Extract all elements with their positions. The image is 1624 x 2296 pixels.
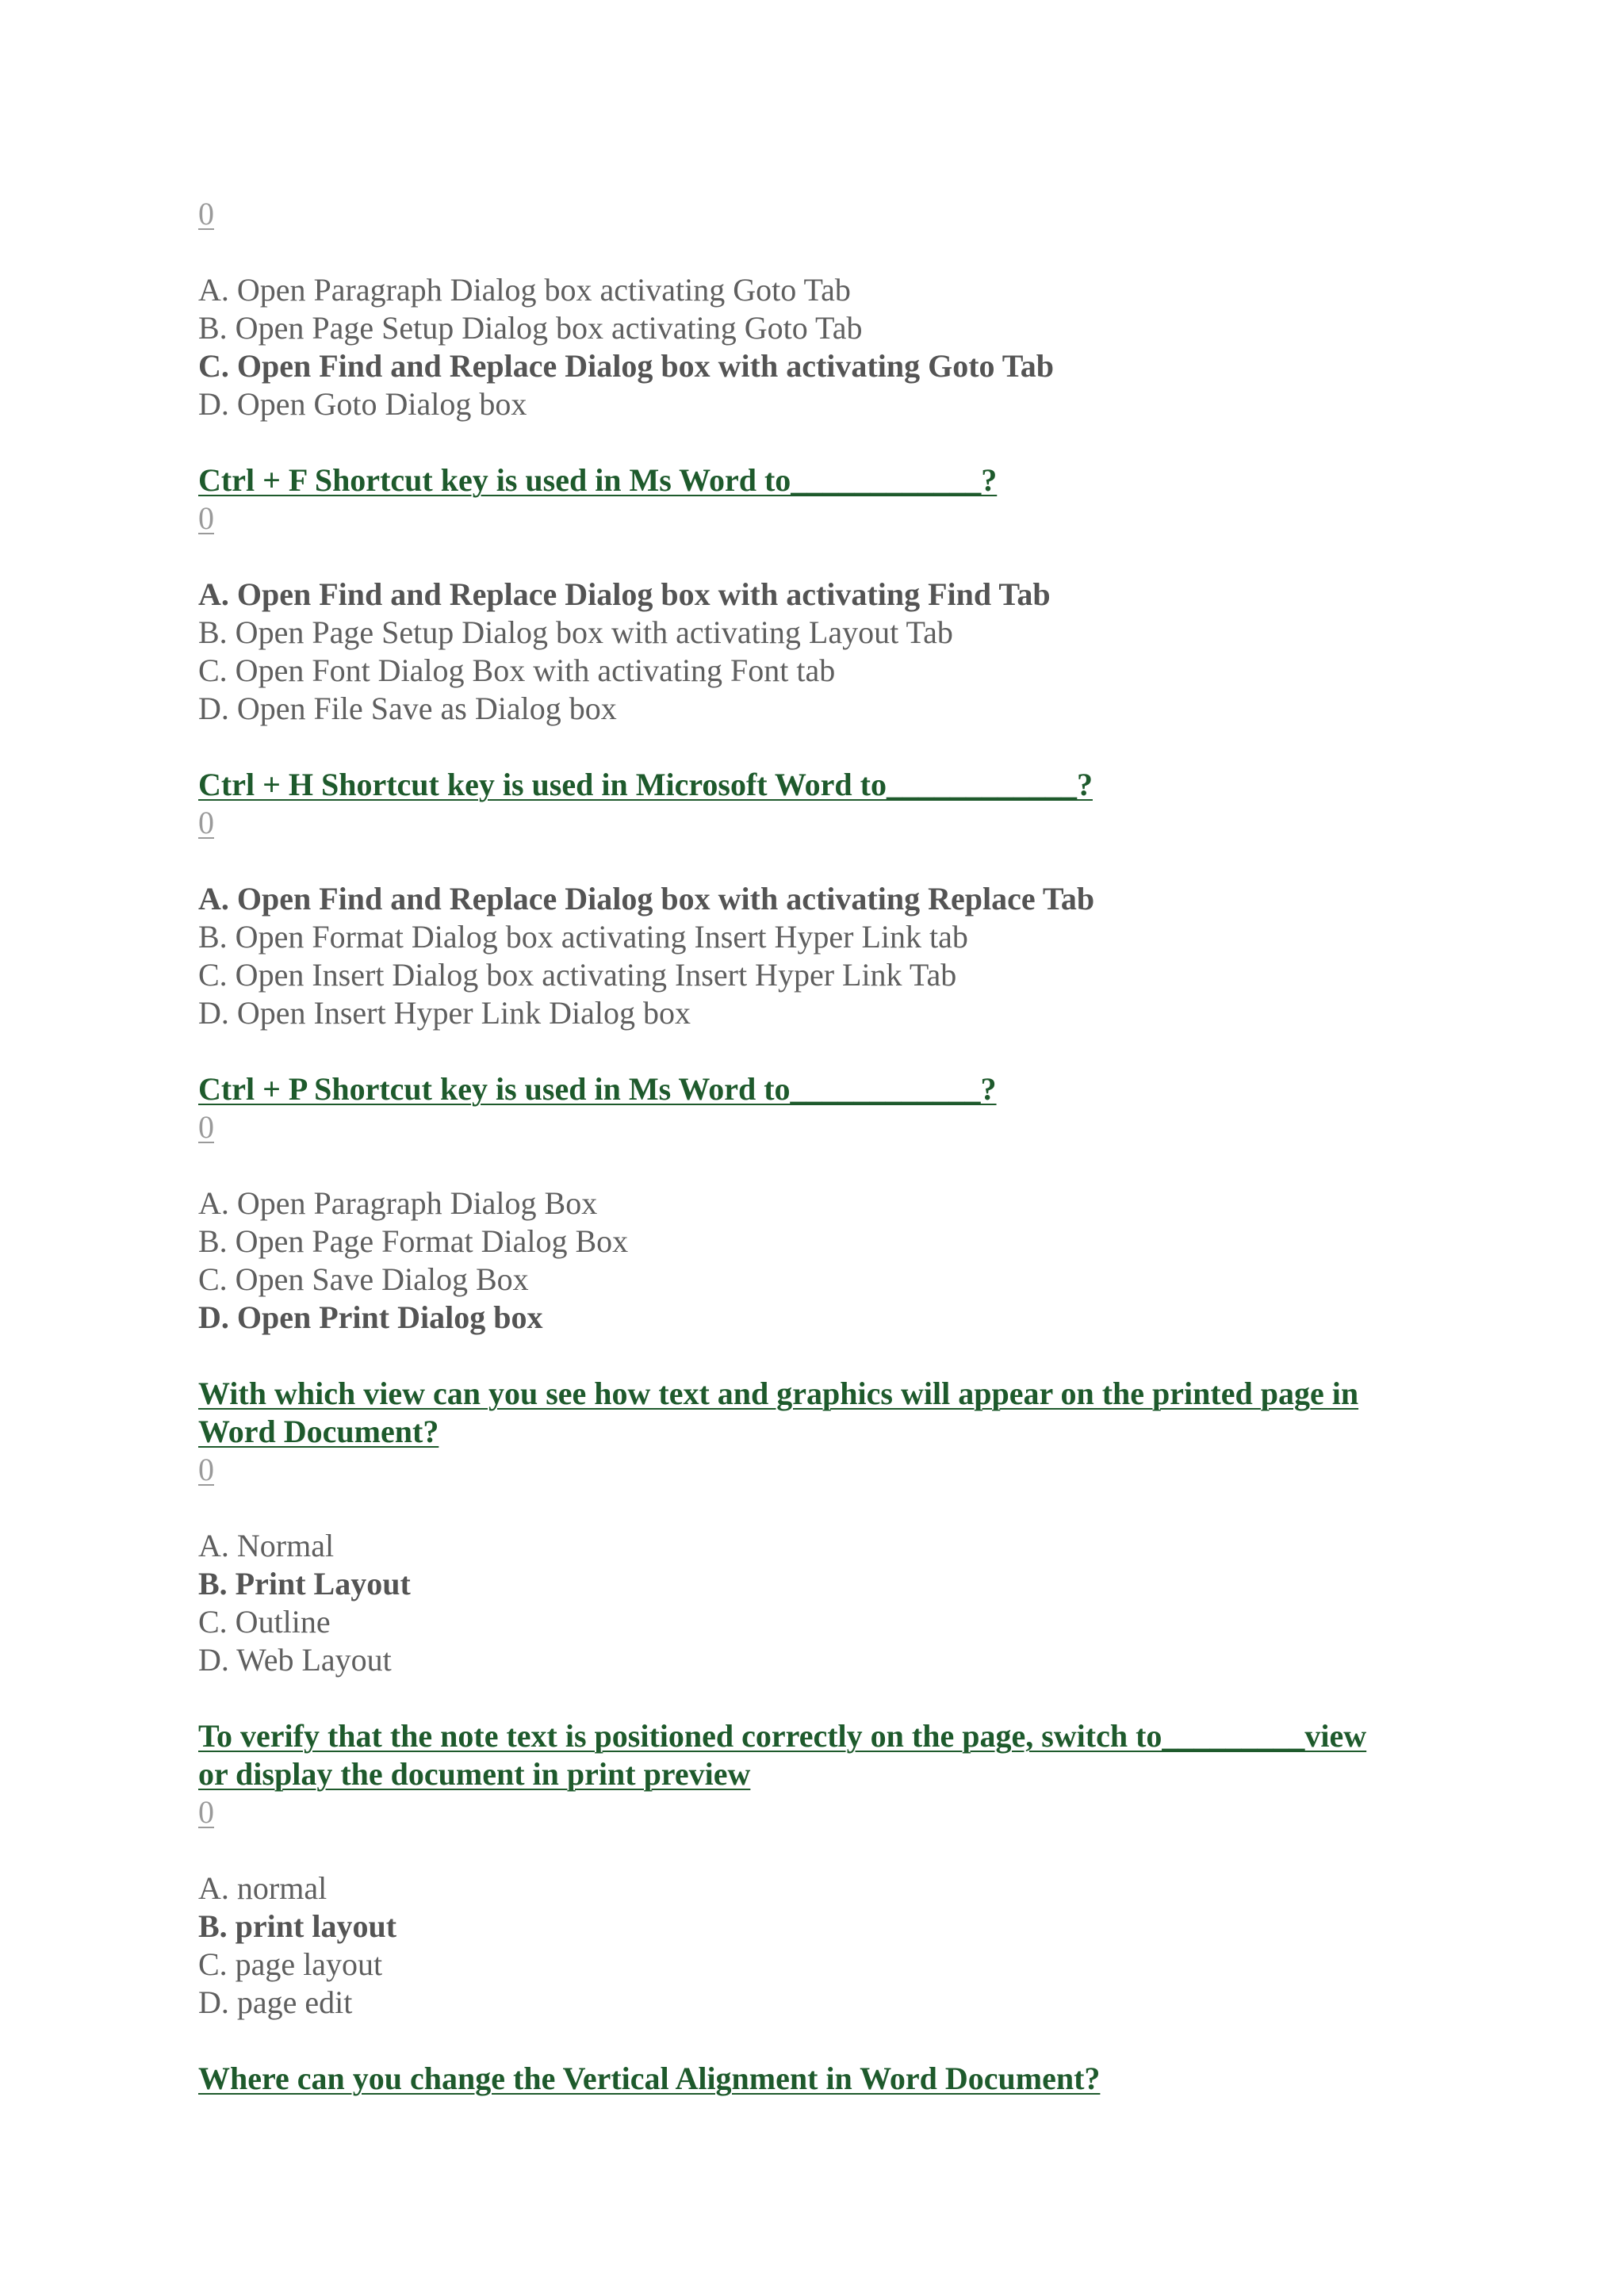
quiz-page — [198, 195, 1435, 2098]
option-a: A. normal — [198, 1870, 327, 1906]
option-c: C. Open Font Dialog Box with activating Font tab — [198, 652, 836, 688]
option-d: D. page edit — [198, 1984, 353, 2020]
question-title-line-2[interactable]: Word Document? — [198, 1414, 439, 1449]
answer-count-link[interactable]: 0 — [198, 196, 214, 232]
question-block — [198, 1717, 1435, 2060]
option-c: C. Open Save Dialog Box — [198, 1261, 529, 1297]
question-title[interactable]: Ctrl + F Shortcut key is used in Ms Word to____________? — [198, 462, 998, 498]
option-b: B. Open Format Dialog box activating Insert Hyper Link tab — [198, 919, 968, 955]
option-a: A. Normal — [198, 1528, 335, 1563]
question-title[interactable]: Ctrl + H Shortcut key is used in Microsoft Word to____________? — [198, 767, 1093, 802]
answer-count-link[interactable]: 0 — [198, 1109, 214, 1145]
option-d: D. Web Layout — [198, 1642, 392, 1678]
question-title-line-2[interactable]: or display the document in print preview — [198, 1756, 751, 1792]
answer-count-link[interactable]: 0 — [198, 805, 214, 840]
question-block — [198, 461, 1435, 766]
option-a: A. Open Paragraph Dialog box activating Goto Tab — [198, 272, 851, 308]
answer-count-link[interactable]: 0 — [198, 500, 214, 536]
option-d: D. Open File Save as Dialog box — [198, 691, 617, 726]
option-d: D. Open Insert Hyper Link Dialog box — [198, 995, 691, 1031]
option-b-correct: B. Print Layout — [198, 1566, 411, 1601]
option-d-correct: D. Open Print Dialog box — [198, 1299, 543, 1335]
option-b: B. Open Page Setup Dialog box with activating Layout Tab — [198, 614, 953, 650]
option-b-correct: B. print layout — [198, 1908, 397, 1944]
question-title-line-1[interactable]: With which view can you see how text and graphics will appear on the printed page in — [198, 1376, 1359, 1411]
option-a-correct: A. Open Find and Replace Dialog box with activating Replace Tab — [198, 881, 1095, 916]
question-block — [198, 195, 1435, 461]
option-d: D. Open Goto Dialog box — [198, 386, 527, 422]
option-c: C. Open Insert Dialog box activating Insert Hyper Link Tab — [198, 957, 957, 993]
option-a-correct: A. Open Find and Replace Dialog box with activating Find Tab — [198, 576, 1051, 612]
answer-count-link[interactable]: 0 — [198, 1452, 214, 1487]
question-block — [198, 1070, 1435, 1375]
option-b: B. Open Page Format Dialog Box — [198, 1223, 629, 1259]
option-a: A. Open Paragraph Dialog Box — [198, 1185, 598, 1221]
question-block — [198, 2060, 1435, 2098]
question-block — [198, 1375, 1435, 1717]
question-title-line-1[interactable]: To verify that the note text is positioned correctly on the page, switch to_________view — [198, 1718, 1367, 1754]
question-title[interactable]: Ctrl + P Shortcut key is used in Ms Word to____________? — [198, 1071, 997, 1107]
option-c: C. Outline — [198, 1604, 331, 1640]
option-c: C. page layout — [198, 1946, 383, 1982]
question-title[interactable]: Where can you change the Vertical Alignment in Word Document? — [198, 2061, 1101, 2096]
question-block — [198, 766, 1435, 1070]
option-c-correct: C. Open Find and Replace Dialog box with activating Goto Tab — [198, 348, 1055, 384]
option-b: B. Open Page Setup Dialog box activating Goto Tab — [198, 310, 863, 346]
answer-count-link[interactable]: 0 — [198, 1794, 214, 1830]
